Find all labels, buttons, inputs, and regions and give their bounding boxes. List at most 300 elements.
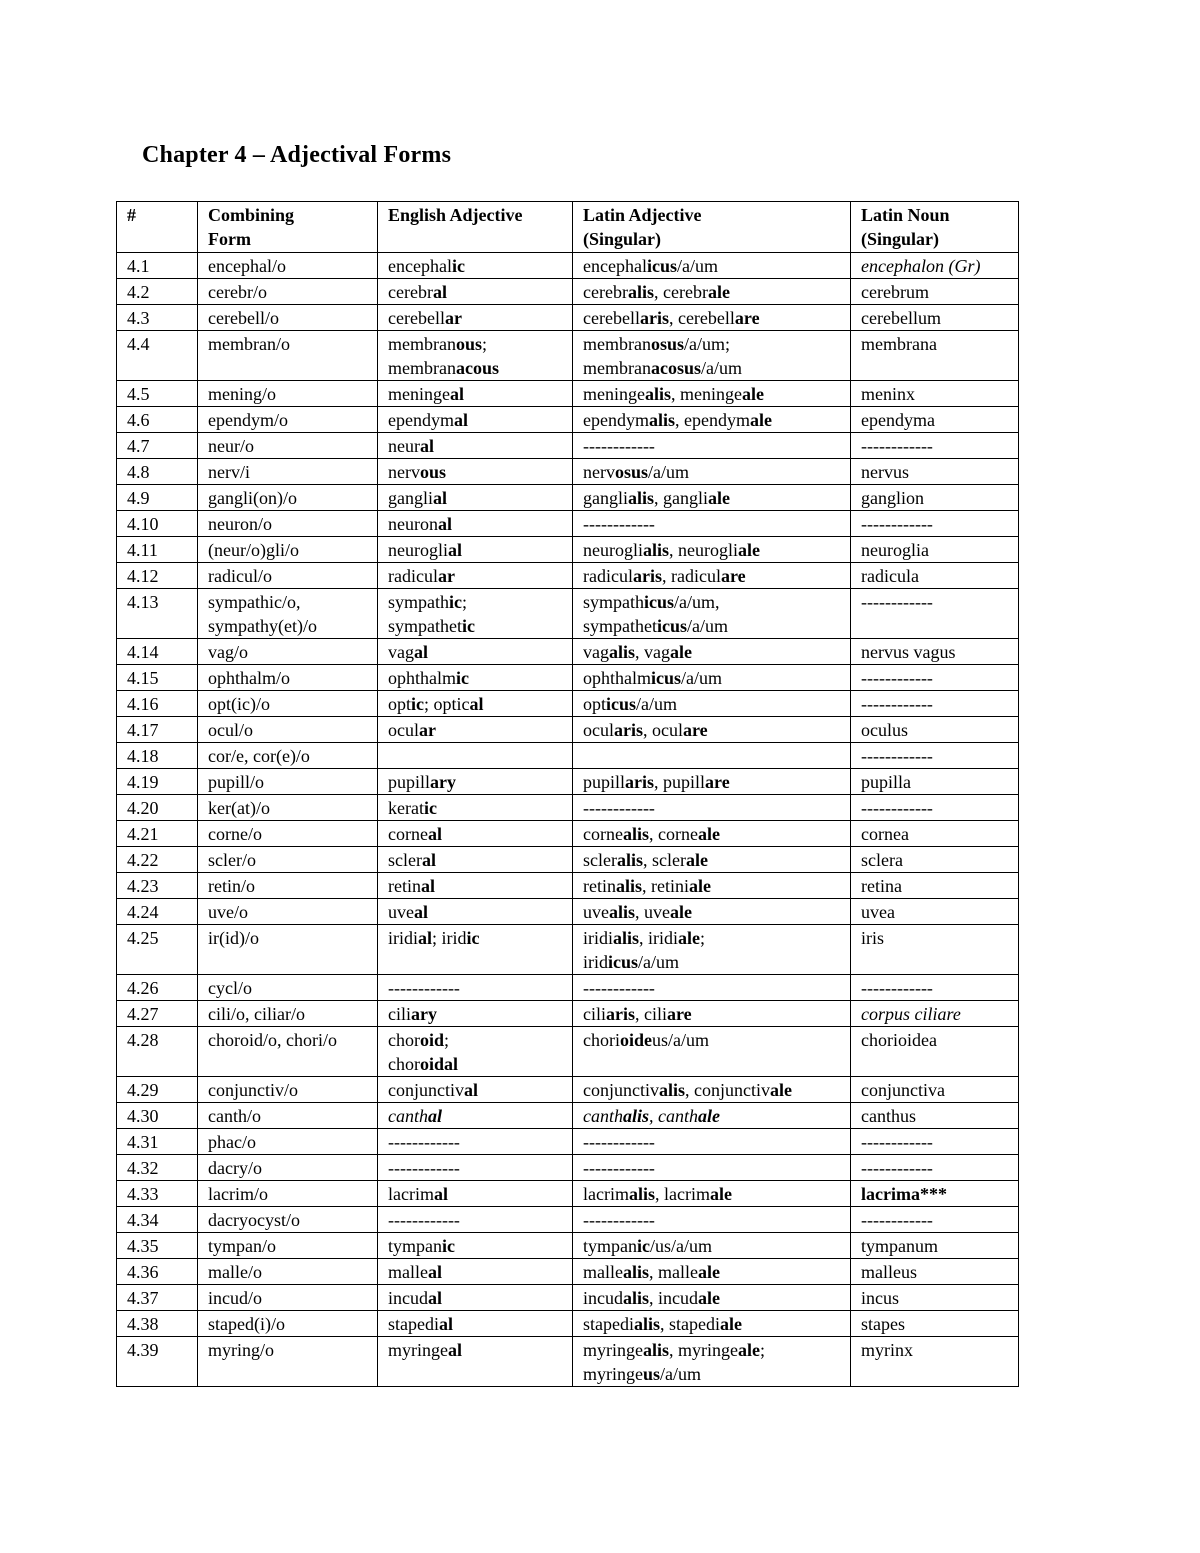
- cell-text-segment: osus: [650, 334, 685, 354]
- cell-text-segment: al: [414, 642, 429, 662]
- cell-text-segment: ophthalm: [583, 668, 651, 688]
- cell-text-segment: myringe: [583, 1364, 643, 1384]
- cell-text-segment: radicula: [861, 566, 919, 586]
- cell-combining-form: staped(i)/o: [198, 1311, 378, 1337]
- cell-text-segment: stapedi: [583, 1314, 634, 1334]
- cell-text-segment: pupilla: [861, 772, 911, 792]
- table-row: [117, 381, 1019, 407]
- cell-text-segment: /a/um: [681, 668, 723, 688]
- cell-combining-form: malle/o: [198, 1259, 378, 1285]
- cell-text-segment: vag: [583, 642, 609, 662]
- header-text: (Singular): [583, 229, 662, 249]
- cell-text-segment: tympanum: [861, 1236, 938, 1256]
- cell-latin-adjective: [573, 305, 851, 331]
- cell-text-segment: ------------: [861, 978, 933, 998]
- cell-text-segment: , scler: [643, 850, 686, 870]
- table-row: [117, 253, 1019, 279]
- cell-latin-adjective: [573, 589, 851, 639]
- cell-text-segment: alis: [623, 1288, 650, 1308]
- cell-text-segment: ------------: [861, 1210, 933, 1230]
- cell-latin-adjective: [573, 691, 851, 717]
- cell-text-segment: opt: [583, 694, 607, 714]
- cell-text-segment: malleus: [861, 1262, 917, 1282]
- cell-combining-form: cerebr/o: [198, 279, 378, 305]
- cell-text-segment: cerebrum: [861, 282, 929, 302]
- cell-text-segment: opt: [388, 694, 412, 714]
- cell-latin-noun: [851, 407, 1019, 433]
- cell-text-segment: corpus ciliare: [861, 1004, 961, 1024]
- cell-combining-form: corne/o: [198, 821, 378, 847]
- cell-latin-adjective: [573, 433, 851, 459]
- cell-latin-noun: [851, 1233, 1019, 1259]
- header-text: Latin Adjective: [583, 205, 702, 225]
- table-row: [117, 743, 1019, 769]
- cell-text-segment: neur: [388, 436, 420, 456]
- cell-number: 4.28: [117, 1027, 198, 1077]
- cell-text-segment: retina: [861, 876, 902, 896]
- cell-text-segment: us/a/um: [652, 1030, 709, 1050]
- cell-latin-adjective: [573, 743, 851, 769]
- cell-text-segment: are: [705, 772, 730, 792]
- cell-text-segment: encephal: [388, 256, 452, 276]
- cell-text-segment: alis: [648, 410, 675, 430]
- cell-number: 4.16: [117, 691, 198, 717]
- cell-latin-adjective: [573, 1129, 851, 1155]
- cell-english-adjective: [378, 795, 573, 821]
- cell-text-segment: al: [448, 540, 463, 560]
- table-row: [117, 717, 1019, 743]
- cell-text-segment: , corne: [649, 824, 698, 844]
- cell-combining-form: nerv/i: [198, 459, 378, 485]
- cell-text-segment: encephalon (Gr): [861, 256, 981, 276]
- cell-english-adjective: [378, 1337, 573, 1387]
- cell-latin-adjective: [573, 279, 851, 305]
- cell-latin-adjective: [573, 639, 851, 665]
- cell-text-segment: gangli: [583, 488, 628, 508]
- cell-text-segment: are: [683, 720, 708, 740]
- cell-latin-noun: [851, 1311, 1019, 1337]
- cell-text-segment: al: [421, 876, 436, 896]
- cell-number: 4.37: [117, 1285, 198, 1311]
- cell-number: 4.11: [117, 537, 198, 563]
- cell-text-segment: alis: [623, 1106, 650, 1126]
- cell-english-adjective: [378, 1077, 573, 1103]
- cell-english-adjective: [378, 305, 573, 331]
- cell-text-segment: alis: [643, 1340, 670, 1360]
- cell-text-segment: alis: [628, 488, 655, 508]
- cell-text-segment: /us/a/um: [650, 1236, 712, 1256]
- cell-english-adjective: [378, 1027, 573, 1077]
- table-row: [117, 873, 1019, 899]
- cell-number: 4.13: [117, 589, 198, 639]
- cell-combining-form: phac/o: [198, 1129, 378, 1155]
- cell-text-segment: ale: [685, 850, 708, 870]
- table-row: [117, 1077, 1019, 1103]
- table-body: [117, 253, 1019, 1387]
- cell-text-segment: /a/um: [636, 694, 678, 714]
- cell-text-segment: lacrim: [388, 1184, 434, 1204]
- cell-text-segment: myringe: [388, 1340, 448, 1360]
- cell-text-segment: al: [428, 1288, 443, 1308]
- cell-latin-adjective: [573, 253, 851, 279]
- cell-text-segment: cerebr: [388, 282, 433, 302]
- cell-latin-noun: [851, 253, 1019, 279]
- cell-text-segment: meninge: [388, 384, 450, 404]
- cell-text-segment: nervus: [861, 462, 909, 482]
- cell-latin-adjective: [573, 485, 851, 511]
- cell-text-segment: meninge: [583, 384, 645, 404]
- cell-english-adjective: [378, 717, 573, 743]
- cell-number: 4.9: [117, 485, 198, 511]
- cell-text-segment: pupill: [583, 772, 626, 792]
- cell-text-segment: ------------: [861, 592, 933, 612]
- cell-combining-form: ophthalm/o: [198, 665, 378, 691]
- cell-latin-adjective: [573, 1311, 851, 1337]
- cell-text-segment: ic: [462, 616, 475, 636]
- cell-combining-form: ir(id)/o: [198, 925, 378, 975]
- cell-text-segment: ar: [437, 566, 455, 586]
- table-row: [117, 899, 1019, 925]
- cell-text-segment: al: [418, 928, 433, 948]
- cell-text-segment: incud: [583, 1288, 623, 1308]
- table-row: [117, 1259, 1019, 1285]
- cell-english-adjective: [378, 1103, 573, 1129]
- cell-text-segment: al: [427, 1262, 442, 1282]
- cell-latin-noun: [851, 717, 1019, 743]
- cell-text-segment: osus: [614, 462, 649, 482]
- cell-latin-adjective: [573, 847, 851, 873]
- cell-english-adjective: [378, 1311, 573, 1337]
- cell-text-segment: ependym: [583, 410, 649, 430]
- cell-text-segment: al: [428, 1106, 443, 1126]
- header-text: English Adjective: [388, 205, 523, 225]
- cell-text-segment: ------------: [583, 514, 655, 534]
- cell-text-segment: membran: [583, 334, 651, 354]
- cell-text-segment: , cerebell: [668, 308, 735, 328]
- cell-latin-adjective: [573, 1001, 851, 1027]
- cell-latin-noun: [851, 873, 1019, 899]
- cell-combining-form: (neur/o)gli/o: [198, 537, 378, 563]
- cell-latin-noun: [851, 1103, 1019, 1129]
- header-latin-adjective: [573, 202, 851, 253]
- table-row: [117, 1027, 1019, 1077]
- cell-latin-adjective: [573, 381, 851, 407]
- cell-text-segment: icus: [644, 592, 675, 612]
- cell-text-segment: ale: [738, 540, 761, 560]
- cell-text-segment: ous: [455, 334, 482, 354]
- cell-text-segment: are: [720, 566, 746, 586]
- cell-text-segment: membran: [388, 334, 456, 354]
- cell-english-adjective: [378, 1233, 573, 1259]
- cell-text-segment: al: [432, 282, 447, 302]
- cell-combining-form: vag/o: [198, 639, 378, 665]
- cell-text-segment: /a/um: [638, 952, 680, 972]
- cell-text-segment: ale: [738, 1340, 761, 1360]
- cell-text-segment: /a/um: [660, 1364, 702, 1384]
- cell-text-segment: ------------: [583, 978, 655, 998]
- cell-latin-noun: [851, 485, 1019, 511]
- cell-latin-noun: [851, 279, 1019, 305]
- table-row: [117, 279, 1019, 305]
- cell-latin-adjective: [573, 975, 851, 1001]
- table-row: [117, 305, 1019, 331]
- cell-text-segment: ; irid: [432, 928, 467, 948]
- header-text: Form: [208, 229, 251, 249]
- cell-text-segment: alis: [613, 928, 640, 948]
- cell-text-segment: malle: [388, 1262, 428, 1282]
- cell-text-segment: ale: [698, 1106, 721, 1126]
- cell-text-segment: alis: [616, 850, 643, 870]
- table-row: [117, 485, 1019, 511]
- cell-english-adjective: [378, 1129, 573, 1155]
- header-combining-form: [198, 202, 378, 253]
- cell-latin-noun: [851, 1027, 1019, 1077]
- cell-latin-adjective: [573, 1027, 851, 1077]
- cell-text-segment: ;: [444, 1030, 450, 1050]
- cell-text-segment: al: [449, 384, 464, 404]
- cell-text-segment: ------------: [583, 1210, 655, 1230]
- cell-english-adjective: [378, 639, 573, 665]
- cell-text-segment: conjunctiva: [861, 1080, 945, 1100]
- cell-latin-noun: [851, 433, 1019, 459]
- cell-text-segment: incus: [861, 1288, 899, 1308]
- cell-combining-form: pupill/o: [198, 769, 378, 795]
- cell-text-segment: , malle: [649, 1262, 698, 1282]
- cell-text-segment: aris: [632, 566, 662, 586]
- cell-text-segment: nerv: [388, 462, 420, 482]
- cell-text-segment: alis: [634, 1314, 661, 1334]
- cell-combining-form: neur/o: [198, 433, 378, 459]
- table-row: [117, 639, 1019, 665]
- cell-text-segment: icus: [646, 256, 677, 276]
- cell-text-segment: neuron: [388, 514, 438, 534]
- header-row: [117, 202, 1019, 253]
- cell-latin-adjective: [573, 407, 851, 433]
- cell-text-segment: ;: [462, 592, 468, 612]
- cell-text-segment: uve: [583, 902, 609, 922]
- cell-text-segment: ------------: [861, 1132, 933, 1152]
- cell-number: 4.7: [117, 433, 198, 459]
- cell-text-segment: ------------: [861, 798, 933, 818]
- cell-english-adjective: [378, 925, 573, 975]
- cell-text-segment: , vag: [635, 642, 671, 662]
- cell-english-adjective: [378, 1259, 573, 1285]
- cell-latin-noun: [851, 899, 1019, 925]
- cell-number: 4.3: [117, 305, 198, 331]
- cell-english-adjective: [378, 563, 573, 589]
- cell-text-segment: al: [453, 410, 468, 430]
- cell-text-segment: lacrima***: [861, 1184, 947, 1204]
- table-row: [117, 1285, 1019, 1311]
- cell-combining-form: lacrim/o: [198, 1181, 378, 1207]
- cell-text-segment: ale: [741, 384, 764, 404]
- cell-combining-form: membran/o: [198, 331, 378, 381]
- cell-text-segment: ary: [430, 772, 457, 792]
- cell-latin-noun: [851, 665, 1019, 691]
- cell-combining-form: tympan/o: [198, 1233, 378, 1259]
- adjectival-forms-table: [116, 201, 1019, 1387]
- cell-text-segment: ;: [700, 928, 706, 948]
- cell-latin-adjective: [573, 563, 851, 589]
- cell-text-segment: alis: [609, 642, 636, 662]
- cell-text-segment: ale: [678, 928, 701, 948]
- cell-text-segment: ic: [423, 798, 437, 818]
- cell-text-segment: ous: [419, 462, 446, 482]
- cell-combining-form: cerebell/o: [198, 305, 378, 331]
- cell-english-adjective: [378, 459, 573, 485]
- cell-number: 4.34: [117, 1207, 198, 1233]
- header-text: Combining: [208, 205, 295, 225]
- table-row: [117, 331, 1019, 381]
- cell-text-segment: ------------: [388, 1158, 460, 1178]
- cell-english-adjective: [378, 769, 573, 795]
- cell-text-segment: , stapedi: [660, 1314, 721, 1334]
- cell-combining-form: mening/o: [198, 381, 378, 407]
- cell-text-segment: conjunctiv: [388, 1080, 464, 1100]
- cell-text-segment: ale: [670, 902, 693, 922]
- cell-text-segment: alis: [658, 1080, 685, 1100]
- table-row: [117, 433, 1019, 459]
- cell-number: 4.32: [117, 1155, 198, 1181]
- cell-latin-noun: [851, 639, 1019, 665]
- cell-combining-form: ependym/o: [198, 407, 378, 433]
- cell-combining-form: cycl/o: [198, 975, 378, 1001]
- cell-text-segment: cerebell: [388, 308, 445, 328]
- cell-text-segment: ocul: [583, 720, 614, 740]
- cell-text-segment: ------------: [583, 436, 655, 456]
- cell-english-adjective: [378, 589, 573, 639]
- cell-text-segment: tympan: [388, 1236, 442, 1256]
- cell-english-adjective: [378, 1285, 573, 1311]
- cell-english-adjective: [378, 873, 573, 899]
- cell-english-adjective: [378, 511, 573, 537]
- cell-text-segment: ale: [720, 1314, 743, 1334]
- cell-number: 4.15: [117, 665, 198, 691]
- cell-latin-noun: [851, 743, 1019, 769]
- cell-number: 4.20: [117, 795, 198, 821]
- cell-text-segment: , cerebr: [653, 282, 708, 302]
- cell-text-segment: ale: [670, 642, 693, 662]
- header-english-adjective: [378, 202, 573, 253]
- cell-latin-adjective: [573, 1259, 851, 1285]
- cell-text-segment: al: [433, 488, 448, 508]
- cell-latin-adjective: [573, 459, 851, 485]
- cell-english-adjective: [378, 691, 573, 717]
- table-row: [117, 691, 1019, 717]
- cell-combining-form: opt(ic)/o: [198, 691, 378, 717]
- cell-text-segment: kerat: [388, 798, 424, 818]
- cell-text-segment: us: [643, 1364, 661, 1384]
- cell-text-segment: ;: [482, 334, 488, 354]
- cell-text-segment: ic: [637, 1236, 650, 1256]
- cell-text-segment: nervus vagus: [861, 642, 956, 662]
- header-text: #: [127, 205, 136, 225]
- cell-latin-noun: [851, 1285, 1019, 1311]
- cell-number: 4.26: [117, 975, 198, 1001]
- cell-text-segment: malle: [583, 1262, 623, 1282]
- table-row: [117, 511, 1019, 537]
- cell-text-segment: al: [437, 514, 452, 534]
- cell-text-segment: cili: [388, 1004, 411, 1024]
- cell-text-segment: ic: [442, 1236, 455, 1256]
- cell-text-segment: retin: [583, 876, 616, 896]
- cell-number: 4.12: [117, 563, 198, 589]
- cell-text-segment: , canth: [649, 1106, 699, 1126]
- cell-text-segment: chor: [388, 1030, 420, 1050]
- cell-latin-noun: [851, 691, 1019, 717]
- cell-number: 4.39: [117, 1337, 198, 1387]
- cell-text-segment: membrana: [861, 334, 937, 354]
- cell-latin-adjective: [573, 1181, 851, 1207]
- cell-latin-noun: [851, 769, 1019, 795]
- cell-latin-adjective: [573, 899, 851, 925]
- cell-text-segment: , myringe: [669, 1340, 739, 1360]
- cell-text-segment: , ocul: [643, 720, 683, 740]
- cell-text-segment: are: [734, 308, 760, 328]
- cell-combining-form: radicul/o: [198, 563, 378, 589]
- cell-text-segment: , lacrim: [655, 1184, 710, 1204]
- cell-latin-noun: [851, 975, 1019, 1001]
- cell-text-segment: , cili: [635, 1004, 667, 1024]
- cell-text-segment: , meninge: [671, 384, 742, 404]
- cell-text-segment: ------------: [388, 978, 460, 998]
- cell-text-segment: ale: [769, 1080, 792, 1100]
- table-row: [117, 1001, 1019, 1027]
- cell-text-segment: al: [433, 1184, 448, 1204]
- cell-text-segment: ------------: [388, 1132, 460, 1152]
- cell-english-adjective: [378, 485, 573, 511]
- cell-text-segment: al: [427, 824, 442, 844]
- cell-text-segment: ar: [419, 720, 436, 740]
- cell-text-segment: alis: [609, 902, 636, 922]
- cell-text-segment: /a/um;: [684, 334, 731, 354]
- table-row: [117, 1181, 1019, 1207]
- cell-text-segment: ic: [451, 256, 465, 276]
- cell-latin-adjective: [573, 873, 851, 899]
- cell-latin-adjective: [573, 537, 851, 563]
- cell-english-adjective: [378, 381, 573, 407]
- cell-latin-adjective: [573, 717, 851, 743]
- cell-text-segment: /a/um: [687, 616, 729, 636]
- cell-text-segment: membran: [583, 358, 651, 378]
- cell-number: 4.31: [117, 1129, 198, 1155]
- cell-text-segment: ;: [760, 1340, 766, 1360]
- cell-number: 4.36: [117, 1259, 198, 1285]
- cell-text-segment: ic: [456, 668, 469, 688]
- cell-english-adjective: [378, 899, 573, 925]
- cell-combining-form: incud/o: [198, 1285, 378, 1311]
- cell-text-segment: /a/um: [701, 358, 742, 378]
- cell-text-segment: ale: [707, 282, 730, 302]
- cell-text-segment: gangli: [388, 488, 433, 508]
- cell-text-segment: are: [667, 1004, 692, 1024]
- cell-text-segment: chorioidea: [861, 1030, 937, 1050]
- cell-number: 4.18: [117, 743, 198, 769]
- cell-latin-noun: [851, 847, 1019, 873]
- cell-text-segment: alis: [628, 1184, 655, 1204]
- cell-text-segment: oidal: [419, 1054, 458, 1074]
- cell-text-segment: iris: [861, 928, 885, 948]
- cell-text-segment: alis: [616, 876, 643, 896]
- cell-text-segment: , neurogli: [669, 540, 739, 560]
- cell-text-segment: ale: [689, 876, 712, 896]
- cell-number: 4.22: [117, 847, 198, 873]
- cell-text-segment: , pupill: [654, 772, 706, 792]
- cell-latin-noun: [851, 1077, 1019, 1103]
- cell-text-segment: icus: [657, 616, 688, 636]
- cell-latin-noun: [851, 589, 1019, 639]
- cell-text-segment: irid: [583, 952, 608, 972]
